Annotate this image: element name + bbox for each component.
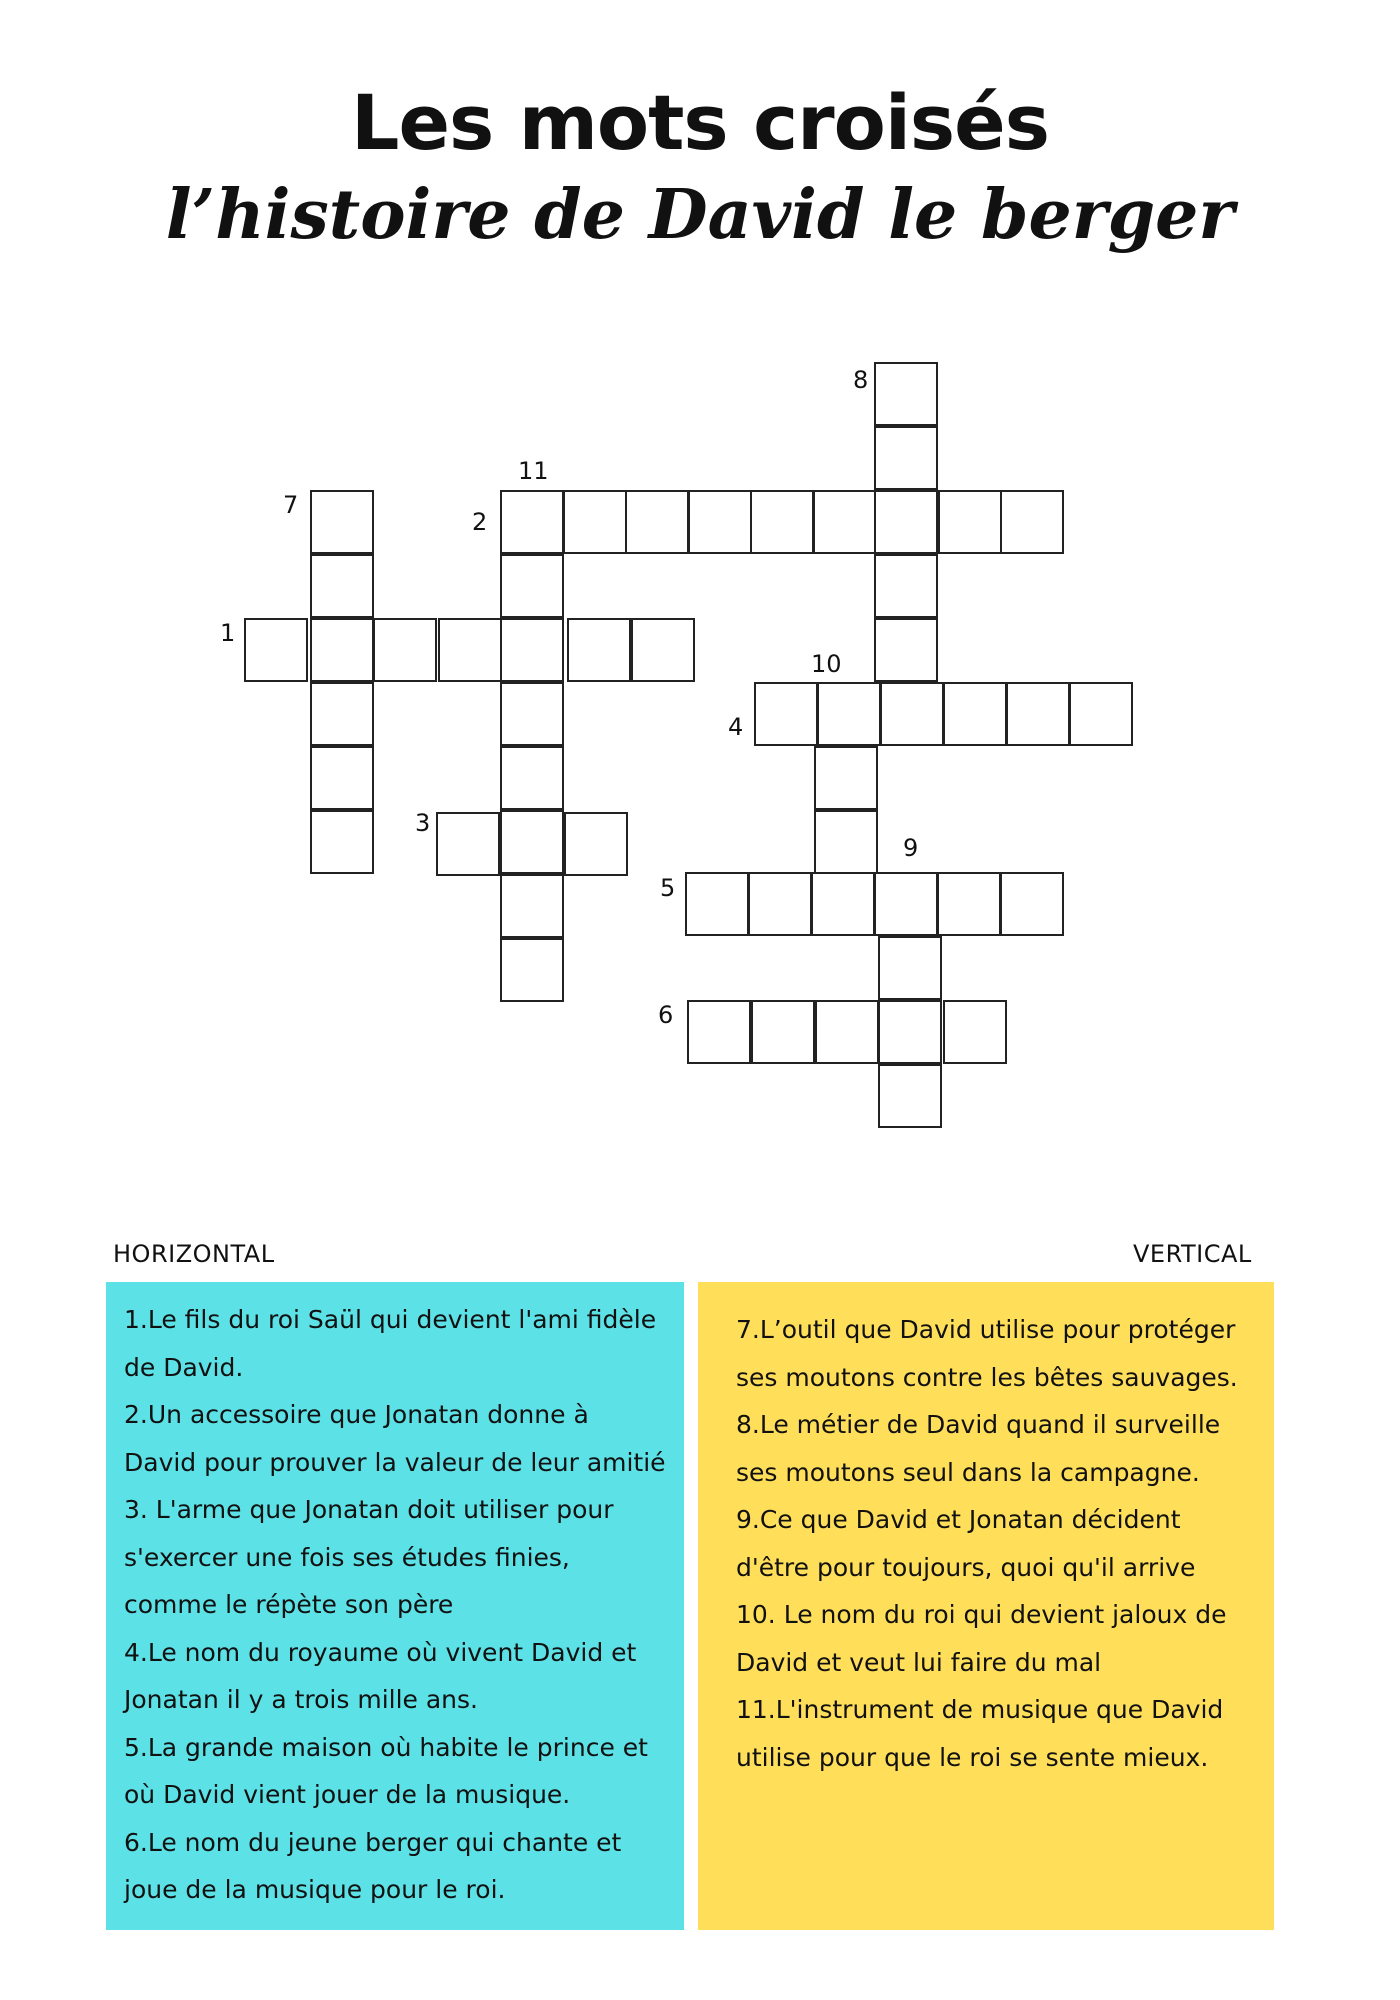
- clue-number-4: 4: [728, 713, 744, 741]
- vertical-clue-8: 8.Le métier de David quand il surveille ses moutons seul dans la campagne.: [736, 1410, 1221, 1487]
- clue-number-3: 3: [415, 809, 431, 837]
- crossword-cell[interactable]: [500, 490, 564, 554]
- vertical-clues-panel: [698, 1282, 1274, 1930]
- crossword-cell[interactable]: [811, 872, 875, 936]
- crossword-cell[interactable]: [685, 872, 749, 936]
- crossword-cell[interactable]: [688, 490, 752, 554]
- page-title: Les mots croisés: [351, 78, 1049, 167]
- horizontal-clues-panel: [106, 1282, 684, 1930]
- crossword-cell[interactable]: [874, 618, 938, 682]
- crossword-cell[interactable]: [751, 1000, 815, 1064]
- crossword-cell[interactable]: [815, 1000, 879, 1064]
- crossword-cell[interactable]: [500, 810, 564, 874]
- crossword-cell[interactable]: [1069, 682, 1133, 746]
- crossword-cell[interactable]: [878, 1000, 942, 1064]
- crossword-cell[interactable]: [500, 938, 564, 1002]
- horizontal-clue-4: 4.Le nom du royaume où vivent David et Jonatan il y a trois mille ans.: [124, 1637, 637, 1714]
- vertical-clue-9: 9.Ce que David et Jonatan décident d'être pour toujours, quoi qu'il arrive: [736, 1505, 1196, 1582]
- crossword-cell[interactable]: [874, 362, 938, 426]
- crossword-cell[interactable]: [564, 812, 628, 876]
- vertical-clue-10: 10. Le nom du roi qui devient jaloux de David et veut lui faire du mal: [736, 1600, 1227, 1677]
- crossword-cell[interactable]: [310, 490, 374, 554]
- crossword-cell[interactable]: [874, 554, 938, 618]
- vertical-clue-11: 11.L'instrument de musique que David utilise pour que le roi se sente mieux.: [736, 1695, 1224, 1772]
- crossword-cell[interactable]: [438, 618, 502, 682]
- crossword-cell[interactable]: [687, 1000, 751, 1064]
- crossword-cell[interactable]: [874, 490, 938, 554]
- page-subtitle: l’histoire de David le berger: [165, 175, 1235, 255]
- crossword-cell[interactable]: [874, 426, 938, 490]
- crossword-cell[interactable]: [1006, 682, 1070, 746]
- crossword-cell[interactable]: [1000, 490, 1064, 554]
- horizontal-clue-1: 1.Le fils du roi Saül qui devient l'ami fidèle de David.: [124, 1305, 657, 1382]
- vertical-clue-7: 7.L’outil que David utilise pour protéger ses moutons contre les bêtes sauvages.: [736, 1315, 1238, 1392]
- clue-number-5: 5: [660, 874, 676, 902]
- crossword-cell[interactable]: [814, 746, 878, 810]
- clue-number-10: 10: [811, 650, 842, 678]
- crossword-cell[interactable]: [310, 810, 374, 874]
- crossword-cell[interactable]: [625, 490, 689, 554]
- crossword-cell[interactable]: [748, 872, 812, 936]
- vertical-heading: VERTICAL: [1133, 1240, 1252, 1268]
- crossword-cell[interactable]: [878, 936, 942, 1000]
- crossword-cell[interactable]: [943, 1000, 1007, 1064]
- clue-number-8: 8: [853, 366, 869, 394]
- clue-number-1: 1: [220, 619, 236, 647]
- crossword-cell[interactable]: [373, 618, 437, 682]
- crossword-cell[interactable]: [813, 490, 877, 554]
- crossword-cell[interactable]: [436, 812, 500, 876]
- crossword-cell[interactable]: [500, 874, 564, 938]
- horizontal-clue-2: 2.Un accessoire que Jonatan donne à David pour prouver la valeur de leur amitié: [124, 1400, 666, 1477]
- crossword-cell[interactable]: [500, 618, 564, 682]
- horizontal-clue-5: 5.La grande maison où habite le prince et où David vient jouer de la musique.: [124, 1732, 648, 1809]
- crossword-cell[interactable]: [563, 490, 627, 554]
- crossword-cell[interactable]: [874, 872, 938, 936]
- crossword-cell[interactable]: [937, 872, 1001, 936]
- clue-number-9: 9: [903, 834, 919, 862]
- crossword-cell[interactable]: [500, 746, 564, 810]
- crossword-cell[interactable]: [878, 1064, 942, 1128]
- crossword-cell[interactable]: [310, 618, 374, 682]
- crossword-cell[interactable]: [244, 618, 308, 682]
- clue-number-7: 7: [283, 491, 299, 519]
- crossword-cell[interactable]: [750, 490, 814, 554]
- crossword-cell[interactable]: [817, 682, 881, 746]
- clue-number-2: 2: [472, 508, 488, 536]
- crossword-cell[interactable]: [880, 682, 944, 746]
- horizontal-heading: HORIZONTAL: [113, 1240, 275, 1268]
- crossword-cell[interactable]: [500, 682, 564, 746]
- clue-number-6: 6: [658, 1001, 674, 1029]
- horizontal-clue-3: 3. L'arme que Jonatan doit utiliser pour s'exercer une fois ses études finies, comme le répète son père: [124, 1495, 614, 1619]
- crossword-cell[interactable]: [938, 490, 1002, 554]
- crossword-cell[interactable]: [631, 618, 695, 682]
- crossword-cell[interactable]: [943, 682, 1007, 746]
- crossword-cell[interactable]: [310, 554, 374, 618]
- crossword-cell[interactable]: [310, 746, 374, 810]
- crossword-cell[interactable]: [567, 618, 631, 682]
- clue-number-11: 11: [518, 457, 549, 485]
- crossword-cell[interactable]: [310, 682, 374, 746]
- crossword-cell[interactable]: [500, 554, 564, 618]
- horizontal-clue-6: 6.Le nom du jeune berger qui chante et joue de la musique pour le roi.: [124, 1827, 622, 1904]
- crossword-cell[interactable]: [1000, 872, 1064, 936]
- crossword-cell[interactable]: [754, 682, 818, 746]
- crossword-cell[interactable]: [814, 810, 878, 874]
